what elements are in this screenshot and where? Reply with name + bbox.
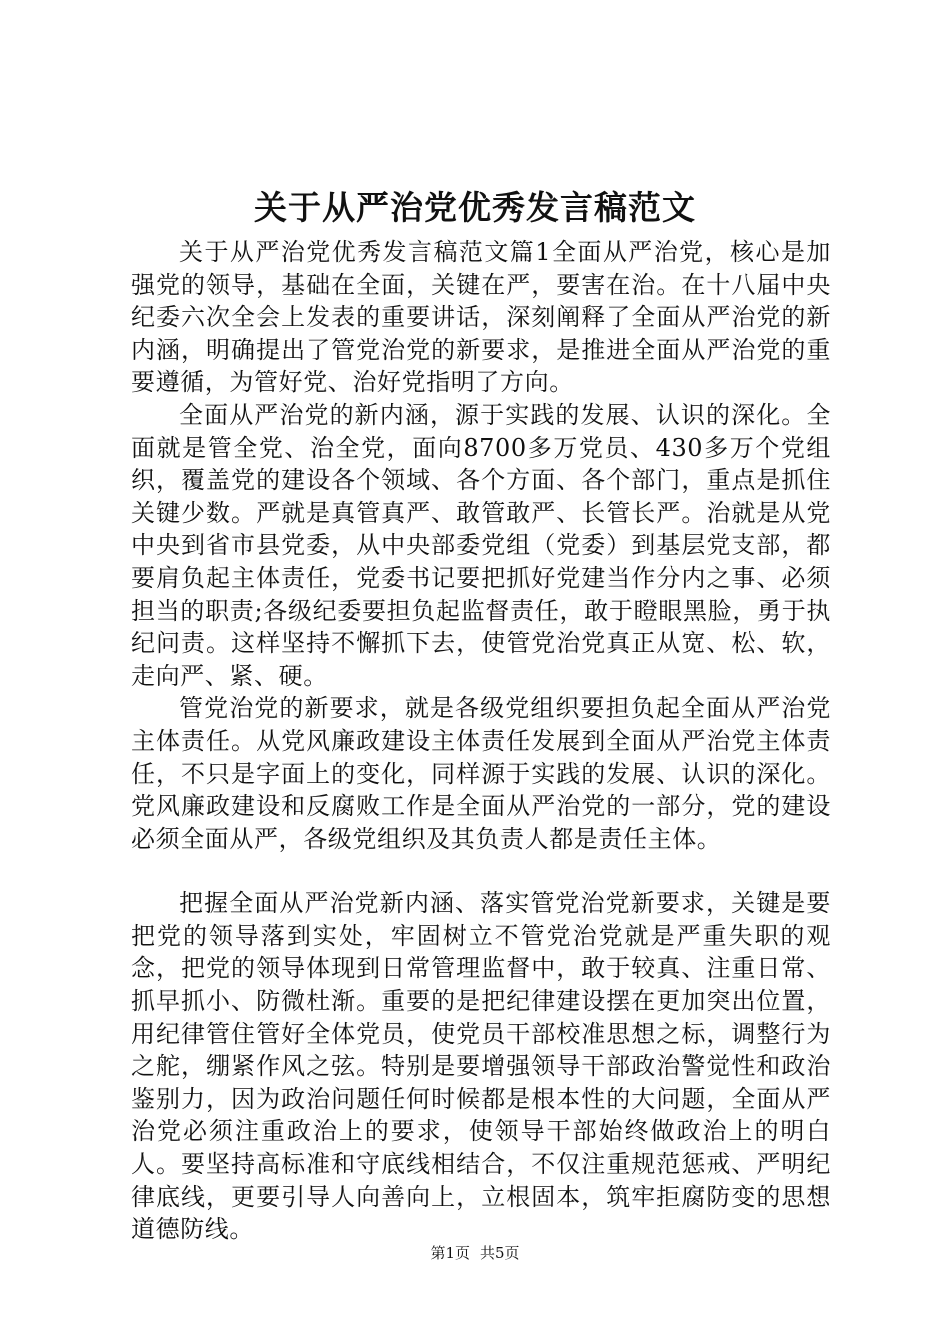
paragraph: 关于从严治党优秀发言稿范文篇1全面从严治党，核心是加强党的领导，基础在全面，关键在严，要害在治。在十八届中央纪委六次全会上发表的重要讲话，深刻阐释了全面从严治党的新内涵，明确提出了管党治党的新要求，是推进全面从严治党的重要遵循，为管好党、治好党指明了方向。 xyxy=(131,238,831,397)
paragraph: 管党治党的新要求，就是各级党组织要担负起全面从严治党主体责任。从党风廉政建设主体责任发展到全面从严治党主体责任，不只是字面上的变化，同样源于实践的发展、认识的深化。党风廉政建设和反腐败工作是全面从严治党的一部分，党的建设必须全面从严，各级党组织及其负责人都是责任主体。 xyxy=(131,694,831,853)
paragraph: 把握全面从严治党新内涵、落实管党治党新要求，关键是要把党的领导落到实处，牢固树立不管党治党就是严重失职的观念，把党的领导体现到日常管理监督中，敢于较真、注重日常、抓早抓小、防微杜渐。重要的是把纪律建设摆在更加突出位置，用纪律管住管好全体党员，使党员干部校准思想之标，调整行为之舵，绷紧作风之弦。特别是要增强领导干部政治警觉性和政治鉴别力，因为政治问题任何时候都是根本性的大问题，全面从严治党必须注重政治上的要求，使领导干部始终做政治上的明白人。要坚持高标准和守底线相结合，不仅注重规范惩戒、严明纪律底线，更要引导人向善向上，立根固本，筑牢拒腐防变的思想道德防线。 xyxy=(131,889,831,1244)
paragraph: 全面从严治党的新内涵，源于实践的发展、认识的深化。全面就是管全党、治全党，面向8700多万党员、430多万个党组织，覆盖党的建设各个领域、各个方面、各个部门，重点是抓住关键少数。严就是真管真严、敢管敢严、长管长严。治就是从党中央到省市县党委，从中央部委党组（党委）到基层党支部，都要肩负起主体责任，党委书记要把抓好党建当作分内之事、必须担当的职责;各级纪委要担负起监督责任，敢于瞪眼黑脸，勇于执纪问责。这样坚持不懈抓下去，使管党治党真正从宽、松、软，走向严、紧、硬。 xyxy=(131,400,831,690)
page-number: 第1页 xyxy=(430,1244,470,1262)
page-total: 共5页 xyxy=(480,1244,520,1262)
document-body xyxy=(131,236,831,1246)
document-title: 关于从严治党优秀发言稿范文 xyxy=(254,188,696,227)
page-footer xyxy=(0,1243,950,1263)
